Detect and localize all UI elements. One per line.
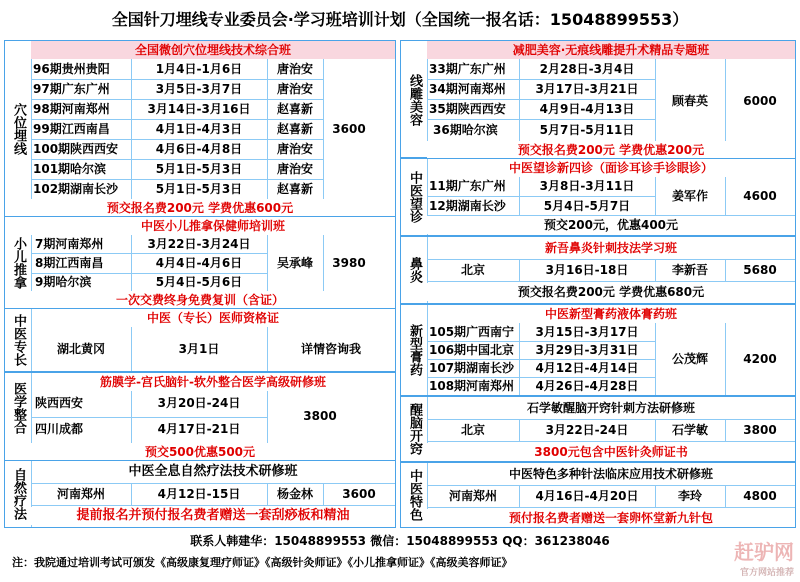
date: 4月16日-4月20日 bbox=[535, 489, 639, 503]
certificate-notice: 注：我院通过培训考试可颁发《高级康复理疗师证》《高级针灸师证》《小儿推拿师证》《高级美容师证》 bbox=[12, 556, 513, 569]
natural-therapy-section bbox=[4, 460, 396, 528]
location: 湖北黄冈 bbox=[56, 342, 105, 356]
new-plaster-section bbox=[400, 304, 796, 396]
discount-note: 预交500优惠500元 bbox=[5, 443, 395, 461]
table-row-term: 8期江西南昌 bbox=[35, 256, 104, 270]
table-row-teacher: 赵喜新 bbox=[276, 122, 313, 136]
inquiry-note: 详情咨询我 bbox=[300, 342, 361, 356]
table-row-term: 106期中国北京 bbox=[429, 343, 515, 357]
section-header: 中医特色多种针法临床应用技术研修班 bbox=[427, 465, 795, 483]
tcm-feature-section bbox=[400, 462, 796, 528]
certificate-note: 3800元包含中医针灸师证书 bbox=[427, 443, 795, 461]
table-row-date: 5月1日-5月3日 bbox=[155, 182, 243, 196]
table-row-date: 5月4日-5月6日 bbox=[155, 275, 243, 289]
location: 北京 bbox=[460, 423, 485, 437]
price: 3800 bbox=[743, 423, 777, 437]
location: 河南郑州 bbox=[448, 489, 497, 503]
date: 3月1日 bbox=[178, 342, 220, 356]
section-label: 穴位埋线 bbox=[11, 103, 26, 155]
price: 4600 bbox=[743, 189, 777, 203]
price: 3600 bbox=[342, 487, 376, 501]
location: 陕西西安 bbox=[35, 396, 84, 410]
table-row-term: 96期贵州贵阳 bbox=[33, 62, 110, 76]
bonus-note: 提前报名并预付报名费者赠送一套刮痧板和精油 bbox=[31, 507, 395, 525]
date: 3月16日-18日 bbox=[545, 263, 629, 277]
section-header: 中医全息自然疗法技术研修班 bbox=[31, 463, 395, 481]
table-row-date: 3月15日-3月17日 bbox=[535, 325, 639, 339]
table-row-term: 7期河南郑州 bbox=[35, 237, 104, 251]
date: 3月22日-24日 bbox=[545, 423, 629, 437]
section-label: 小儿推拿 bbox=[11, 237, 26, 289]
teacher: 顾春英 bbox=[671, 94, 708, 108]
table-row-date: 4月6日-4月8日 bbox=[155, 142, 243, 156]
teacher: 姜军作 bbox=[671, 189, 708, 203]
thread-lift-section bbox=[400, 40, 796, 158]
brain-awakening-section bbox=[400, 396, 796, 462]
teacher: 石学敏 bbox=[671, 423, 708, 437]
section-header: 石学敏醒脑开窍针刺方法研修班 bbox=[427, 399, 795, 417]
section-header: 中医（专长）医师资格证 bbox=[31, 309, 395, 327]
table-row-term: 36期哈尔滨 bbox=[433, 123, 498, 137]
section-header: 中医小儿推拿保健师培训班 bbox=[31, 217, 395, 235]
location: 四川成都 bbox=[35, 422, 84, 436]
table-row-teacher: 唐治安 bbox=[276, 62, 313, 76]
table-row-term: 102期湖南长沙 bbox=[33, 182, 119, 196]
table-row-date: 3月29日-3月31日 bbox=[535, 343, 639, 357]
price: 4800 bbox=[743, 489, 777, 503]
table-row-term: 33期广东广州 bbox=[429, 62, 506, 76]
table-row-date: 4月4日-4月6日 bbox=[155, 256, 243, 270]
contact-info: 联系人韩建华：15048899553 微信：15048899553 QQ：361238046 bbox=[190, 534, 610, 548]
section-header: 全国微创穴位埋线技术综合班 bbox=[31, 41, 395, 59]
section-label: 自然疗法 bbox=[11, 468, 26, 520]
table-row-term: 108期河南郑州 bbox=[429, 379, 515, 393]
section-label: 新型膏药 bbox=[407, 324, 422, 376]
section-label: 中医望诊 bbox=[407, 171, 422, 223]
section-label: 中医特色 bbox=[407, 469, 422, 521]
section-header: 减肥美容·无痕线雕提升术精品专题班 bbox=[427, 41, 795, 59]
table-row-date: 4月12日-4月14日 bbox=[535, 361, 639, 375]
section-header: 新吾鼻炎针刺技法学习班 bbox=[427, 239, 795, 257]
price: 3600 bbox=[332, 122, 366, 136]
watermark-text: 赶驴网 bbox=[734, 540, 794, 564]
table-row-teacher: 赵喜新 bbox=[276, 182, 313, 196]
section-header: 筋膜学-宫氏脑针-软外整合医学高级研修班 bbox=[31, 373, 395, 391]
table-row-date: 3月14日-3月16日 bbox=[147, 102, 251, 116]
discount-note: 预交报名费200元 学费优惠200元 bbox=[427, 141, 795, 159]
table-row-date: 3月17日-3月21日 bbox=[535, 82, 639, 96]
table-row-term: 101期哈尔滨 bbox=[33, 162, 107, 176]
discount-note: 预交200元，优惠400元 bbox=[427, 216, 795, 234]
table-row-date: 4月9日-4月13日 bbox=[539, 102, 635, 116]
rhinitis-section bbox=[400, 236, 796, 304]
table-row-date: 3月5日-3月7日 bbox=[155, 82, 243, 96]
section-label: 中医专长 bbox=[11, 314, 26, 366]
discount-note: 一次交费终身免费复训（含证） bbox=[5, 291, 395, 309]
table-row-term: 35期陕西西安 bbox=[429, 102, 506, 116]
section-label: 医学整合 bbox=[11, 382, 26, 434]
watermark-logo bbox=[734, 536, 794, 578]
date: 3月20日-24日 bbox=[157, 396, 241, 410]
discount-note: 预交报名费200元 学费优惠600元 bbox=[5, 199, 395, 217]
location: 河南郑州 bbox=[56, 487, 105, 501]
footer bbox=[4, 528, 796, 582]
table-row-term: 12期湖南长沙 bbox=[429, 199, 506, 213]
table-row-date: 5月4日-5月7日 bbox=[543, 199, 631, 213]
table-row-teacher: 唐治安 bbox=[276, 82, 313, 96]
table-row-term: 105期广西南宁 bbox=[429, 325, 515, 339]
date: 4月12日-15日 bbox=[157, 487, 241, 501]
table-row-term: 100期陕西西安 bbox=[33, 142, 119, 156]
teacher: 公茂辉 bbox=[671, 352, 708, 366]
table-row-teacher: 唐治安 bbox=[276, 142, 313, 156]
page-title: 全国针刀埋线专业委员会·学习班培训计划（全国统一报名话：15048899553） bbox=[111, 10, 689, 29]
teacher: 李新吾 bbox=[671, 263, 708, 277]
section-label: 醒脑开窍 bbox=[407, 403, 422, 455]
table-row-date: 2月28日-3月4日 bbox=[539, 62, 635, 76]
tcm-specialty-section bbox=[4, 308, 396, 372]
table-row-term: 99期江西南昌 bbox=[33, 122, 110, 136]
section-label: 鼻炎 bbox=[407, 257, 422, 283]
table-row-date: 3月8日-3月11日 bbox=[539, 179, 635, 193]
table-row-term: 107期湖南长沙 bbox=[429, 361, 515, 375]
table-row-teacher: 赵喜新 bbox=[276, 102, 313, 116]
table-row-date: 4月26日-4月28日 bbox=[535, 379, 639, 393]
teacher: 李玲 bbox=[677, 489, 702, 503]
teacher: 杨金林 bbox=[276, 487, 313, 501]
price: 4200 bbox=[743, 352, 777, 366]
price: 3980 bbox=[332, 256, 366, 270]
teacher: 吴承峰 bbox=[276, 256, 313, 270]
table-row-term: 9期哈尔滨 bbox=[35, 275, 92, 289]
right-column bbox=[400, 40, 796, 528]
acupoint-embedding-section bbox=[4, 40, 396, 216]
price: 5680 bbox=[743, 263, 777, 277]
table-row-term: 34期河南郑州 bbox=[429, 82, 506, 96]
left-column bbox=[4, 40, 396, 528]
tcm-inspection-section bbox=[400, 158, 796, 236]
table-row-term: 97期广东广州 bbox=[33, 82, 110, 96]
table-row-date: 5月1日-5月3日 bbox=[155, 162, 243, 176]
table-row-date: 5月7日-5月11日 bbox=[539, 123, 635, 137]
price: 3800 bbox=[303, 409, 337, 423]
section-header: 中医新型膏药液体膏药班 bbox=[427, 305, 795, 323]
discount-note: 预交报名费200元 学费优惠680元 bbox=[427, 283, 795, 301]
schedule-grid bbox=[4, 40, 796, 528]
bonus-note: 预付报名费者赠送一套卵怀堂新九针包 bbox=[427, 509, 795, 527]
table-row-date: 4月1日-4月3日 bbox=[155, 122, 243, 136]
pediatric-massage-section bbox=[4, 216, 396, 308]
date: 4月17日-21日 bbox=[157, 422, 241, 436]
location: 北京 bbox=[460, 263, 485, 277]
price: 6000 bbox=[743, 94, 777, 108]
section-label: 线雕美容 bbox=[407, 74, 422, 126]
table-row-teacher: 唐治安 bbox=[276, 162, 313, 176]
watermark-subtext: 官方网站推荐 bbox=[739, 568, 794, 578]
table-row-date: 3月22日-3月24日 bbox=[147, 237, 251, 251]
table-row-term: 11期广东广州 bbox=[429, 179, 506, 193]
table-row-term: 98期河南郑州 bbox=[33, 102, 110, 116]
table-row-date: 1月4日-1月6日 bbox=[155, 62, 243, 76]
section-header: 中医望诊新四诊（面诊耳诊手诊眼诊） bbox=[427, 159, 795, 177]
integrated-medicine-section bbox=[4, 372, 396, 460]
